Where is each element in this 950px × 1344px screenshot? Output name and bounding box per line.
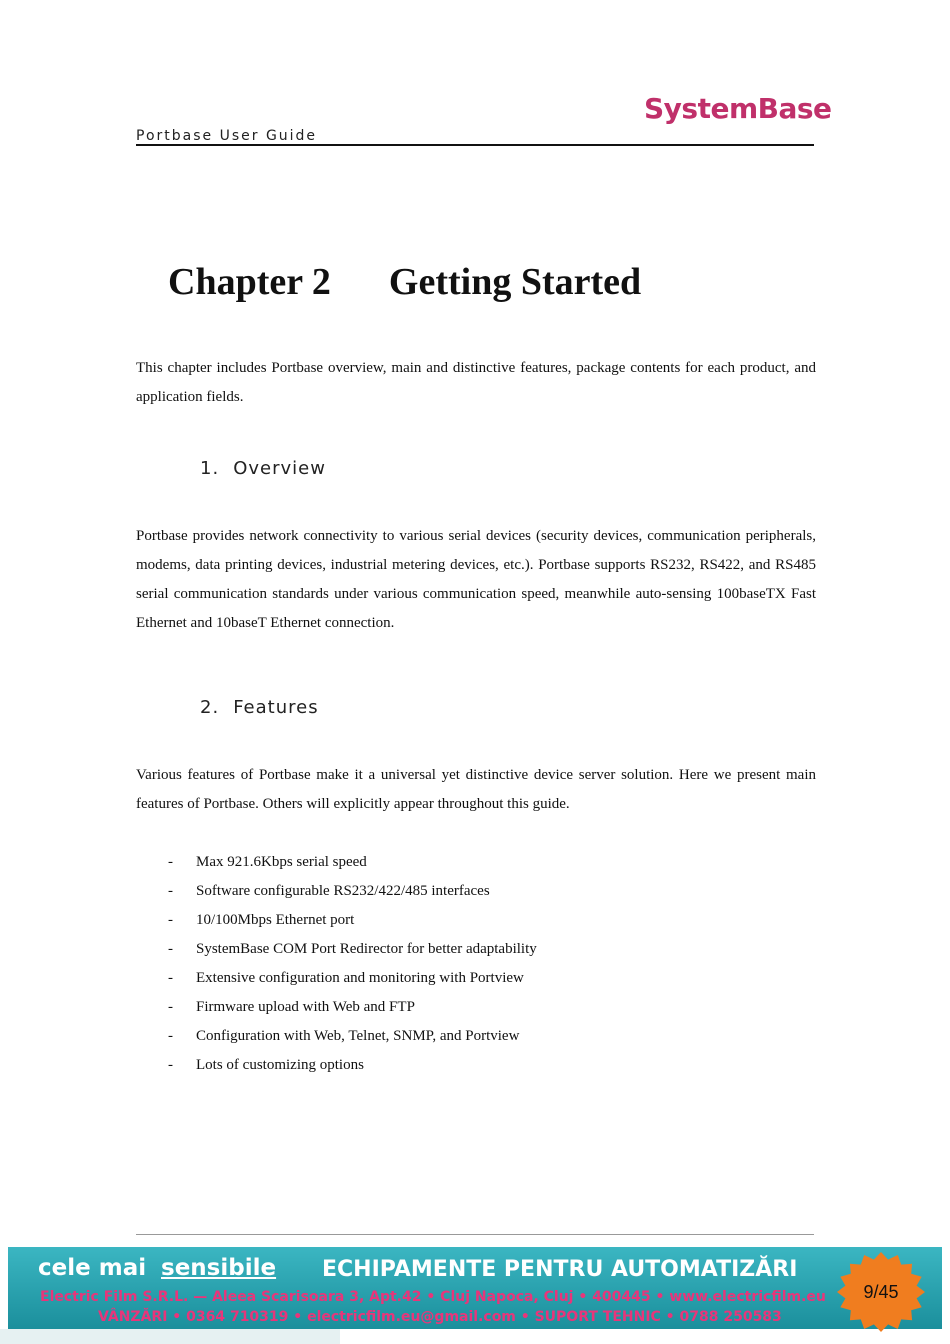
section-title: Overview [233,458,326,479]
logo-text: SystemBase [644,91,832,125]
overview-paragraph: Portbase provides network connectivity to various serial devices (security devices, communication peripherals, modems, data printing devices, industrial metering devices, etc.). Portbase supports RS232, RS422, and RS485 serial communication standards under various communication speed, meanwhile auto-sensing 100baseTX Fast Ethernet and 10baseT Ethernet connection. [136,528,816,631]
list-item [168,993,537,1022]
banner-address: Electric Film S.R.L. — Aleea Scarisoara 3, Apt.42 • Cluj Napoca, Cluj • 400445 • www.electricfilm.eu [40,1289,826,1305]
list-item-text: Extensive configuration and monitoring with Portview [196,970,524,986]
banner-headline: ECHIPAMENTE PENTRU AUTOMATIZĂRI [322,1257,798,1282]
list-item-text: Software configurable RS232/422/485 interfaces [196,883,490,899]
section-number: 1. [200,458,220,479]
list-item [168,848,537,877]
list-item-text: SystemBase COM Port Redirector for better adaptability [196,941,537,957]
list-item [168,1051,537,1080]
header-rule [136,144,814,146]
section-heading-features [200,697,319,718]
banner-contact: VÂNZĂRI • 0364 710319 • electricfilm.eu@gmail.com • SUPORT TEHNIC • 0788 250583 [98,1309,782,1325]
systembase-logo [640,88,832,128]
chapter-number: Chapter 2 [168,261,331,303]
bullet: - [168,970,173,986]
bullet: - [168,912,173,928]
page-number-badge [836,1252,926,1332]
list-item [168,877,537,906]
features-list [168,848,537,1080]
bullet: - [168,999,173,1015]
section-number: 2. [200,697,220,718]
bullet: - [168,1057,173,1073]
banner-slogan: cele mai [38,1255,147,1281]
bullet: - [168,883,173,899]
features-paragraph: Various features of Portbase make it a universal yet distinctive device server solution. Here we present main features of Portbase. Others will explicitly appear throughout this guide. [136,767,816,812]
advertising-banner [8,1247,942,1329]
list-item-text: Lots of customizing options [196,1057,364,1073]
list-item-text: Configuration with Web, Telnet, SNMP, and Portview [196,1028,520,1044]
list-item-text: Max 921.6Kbps serial speed [196,854,367,870]
chapter-title: Getting Started [388,261,642,303]
list-item [168,1022,537,1051]
list-item-text: Firmware upload with Web and FTP [196,999,415,1015]
bullet: - [168,1028,173,1044]
footer-rule [136,1234,814,1235]
intro-paragraph: This chapter includes Portbase overview, main and distinctive features, package contents for each product, and application fields. [136,360,816,405]
section-title: Features [233,697,319,718]
banner-bottom-strip [0,1329,340,1344]
chapter-heading [168,260,641,304]
list-item-text: 10/100Mbps Ethernet port [196,912,355,928]
section-heading-overview [200,458,326,479]
list-item [168,964,537,993]
banner-slogan-emphasis: sensibile [161,1255,277,1281]
header-title: Portbase User Guide [136,128,318,144]
bullet: - [168,854,173,870]
list-item [168,935,537,964]
bullet: - [168,941,173,957]
page-number: 9/45 [863,1281,899,1302]
list-item [168,906,537,935]
